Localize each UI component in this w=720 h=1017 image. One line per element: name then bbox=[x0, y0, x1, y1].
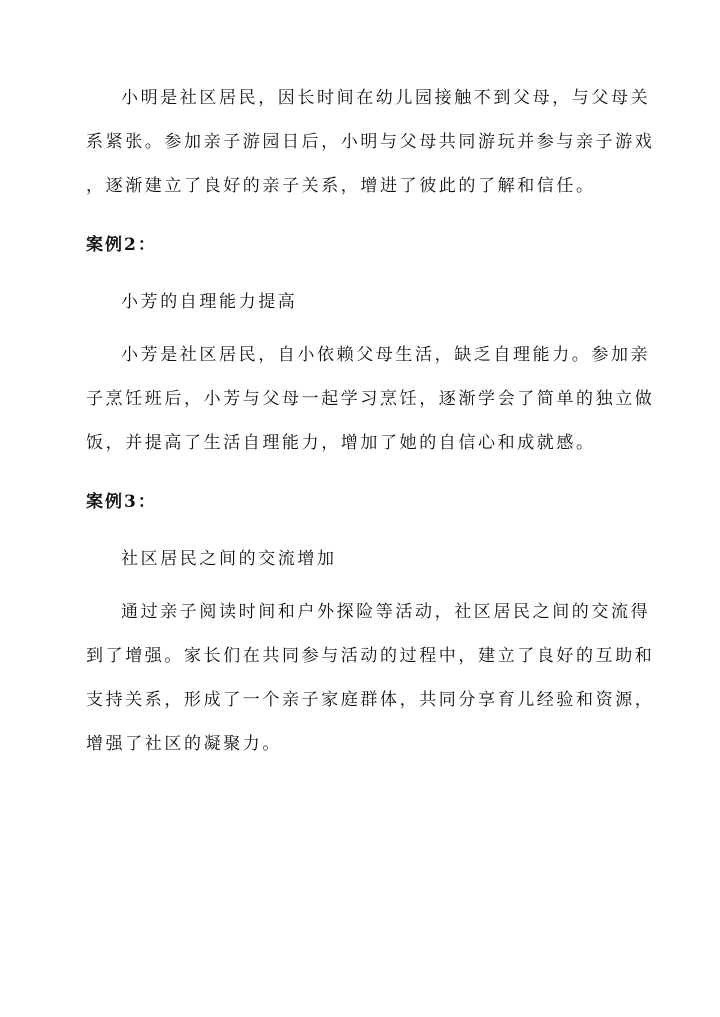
paragraph-1-line-1: 小明是社区居民，因长时间在幼儿园接触不到父母，与父母关 bbox=[121, 88, 651, 108]
paragraph-1-line-3: ，逐渐建立了良好的亲子关系，增进了彼此的了解和信任。 bbox=[86, 176, 596, 196]
case-3-line-2: 到了增强。家长们在共同参与活动的过程中，建立了良好的互助和 bbox=[86, 646, 655, 666]
case-3-line-4: 增强了社区的凝聚力。 bbox=[86, 734, 282, 754]
case-2-line-3: 饭，并提高了生活自理能力，增加了她的自信心和成就感。 bbox=[86, 433, 596, 453]
case-2-title: 小芳的自理能力提高 bbox=[121, 292, 298, 312]
case-2-heading: 案例2： bbox=[86, 235, 157, 255]
case-2-line-1: 小芳是社区居民，自小依赖父母生活，缺乏自理能力。参加亲 bbox=[121, 345, 651, 365]
case-3-line-3: 支持关系，形成了一个亲子家庭群体，共同分享育儿经验和资源， bbox=[86, 690, 655, 710]
case-3-line-1: 通过亲子阅读时间和户外探险等活动，社区居民之间的交流得 bbox=[121, 602, 651, 622]
case-2-line-2: 子烹饪班后，小芳与父母一起学习烹饪，逐渐学会了简单的独立做 bbox=[86, 389, 655, 409]
case-3-title: 社区居民之间的交流增加 bbox=[121, 549, 337, 569]
paragraph-1-line-2: 系紧张。参加亲子游园日后，小明与父母共同游玩并参与亲子游戏 bbox=[86, 132, 655, 152]
case-3-heading: 案例3： bbox=[86, 492, 157, 512]
